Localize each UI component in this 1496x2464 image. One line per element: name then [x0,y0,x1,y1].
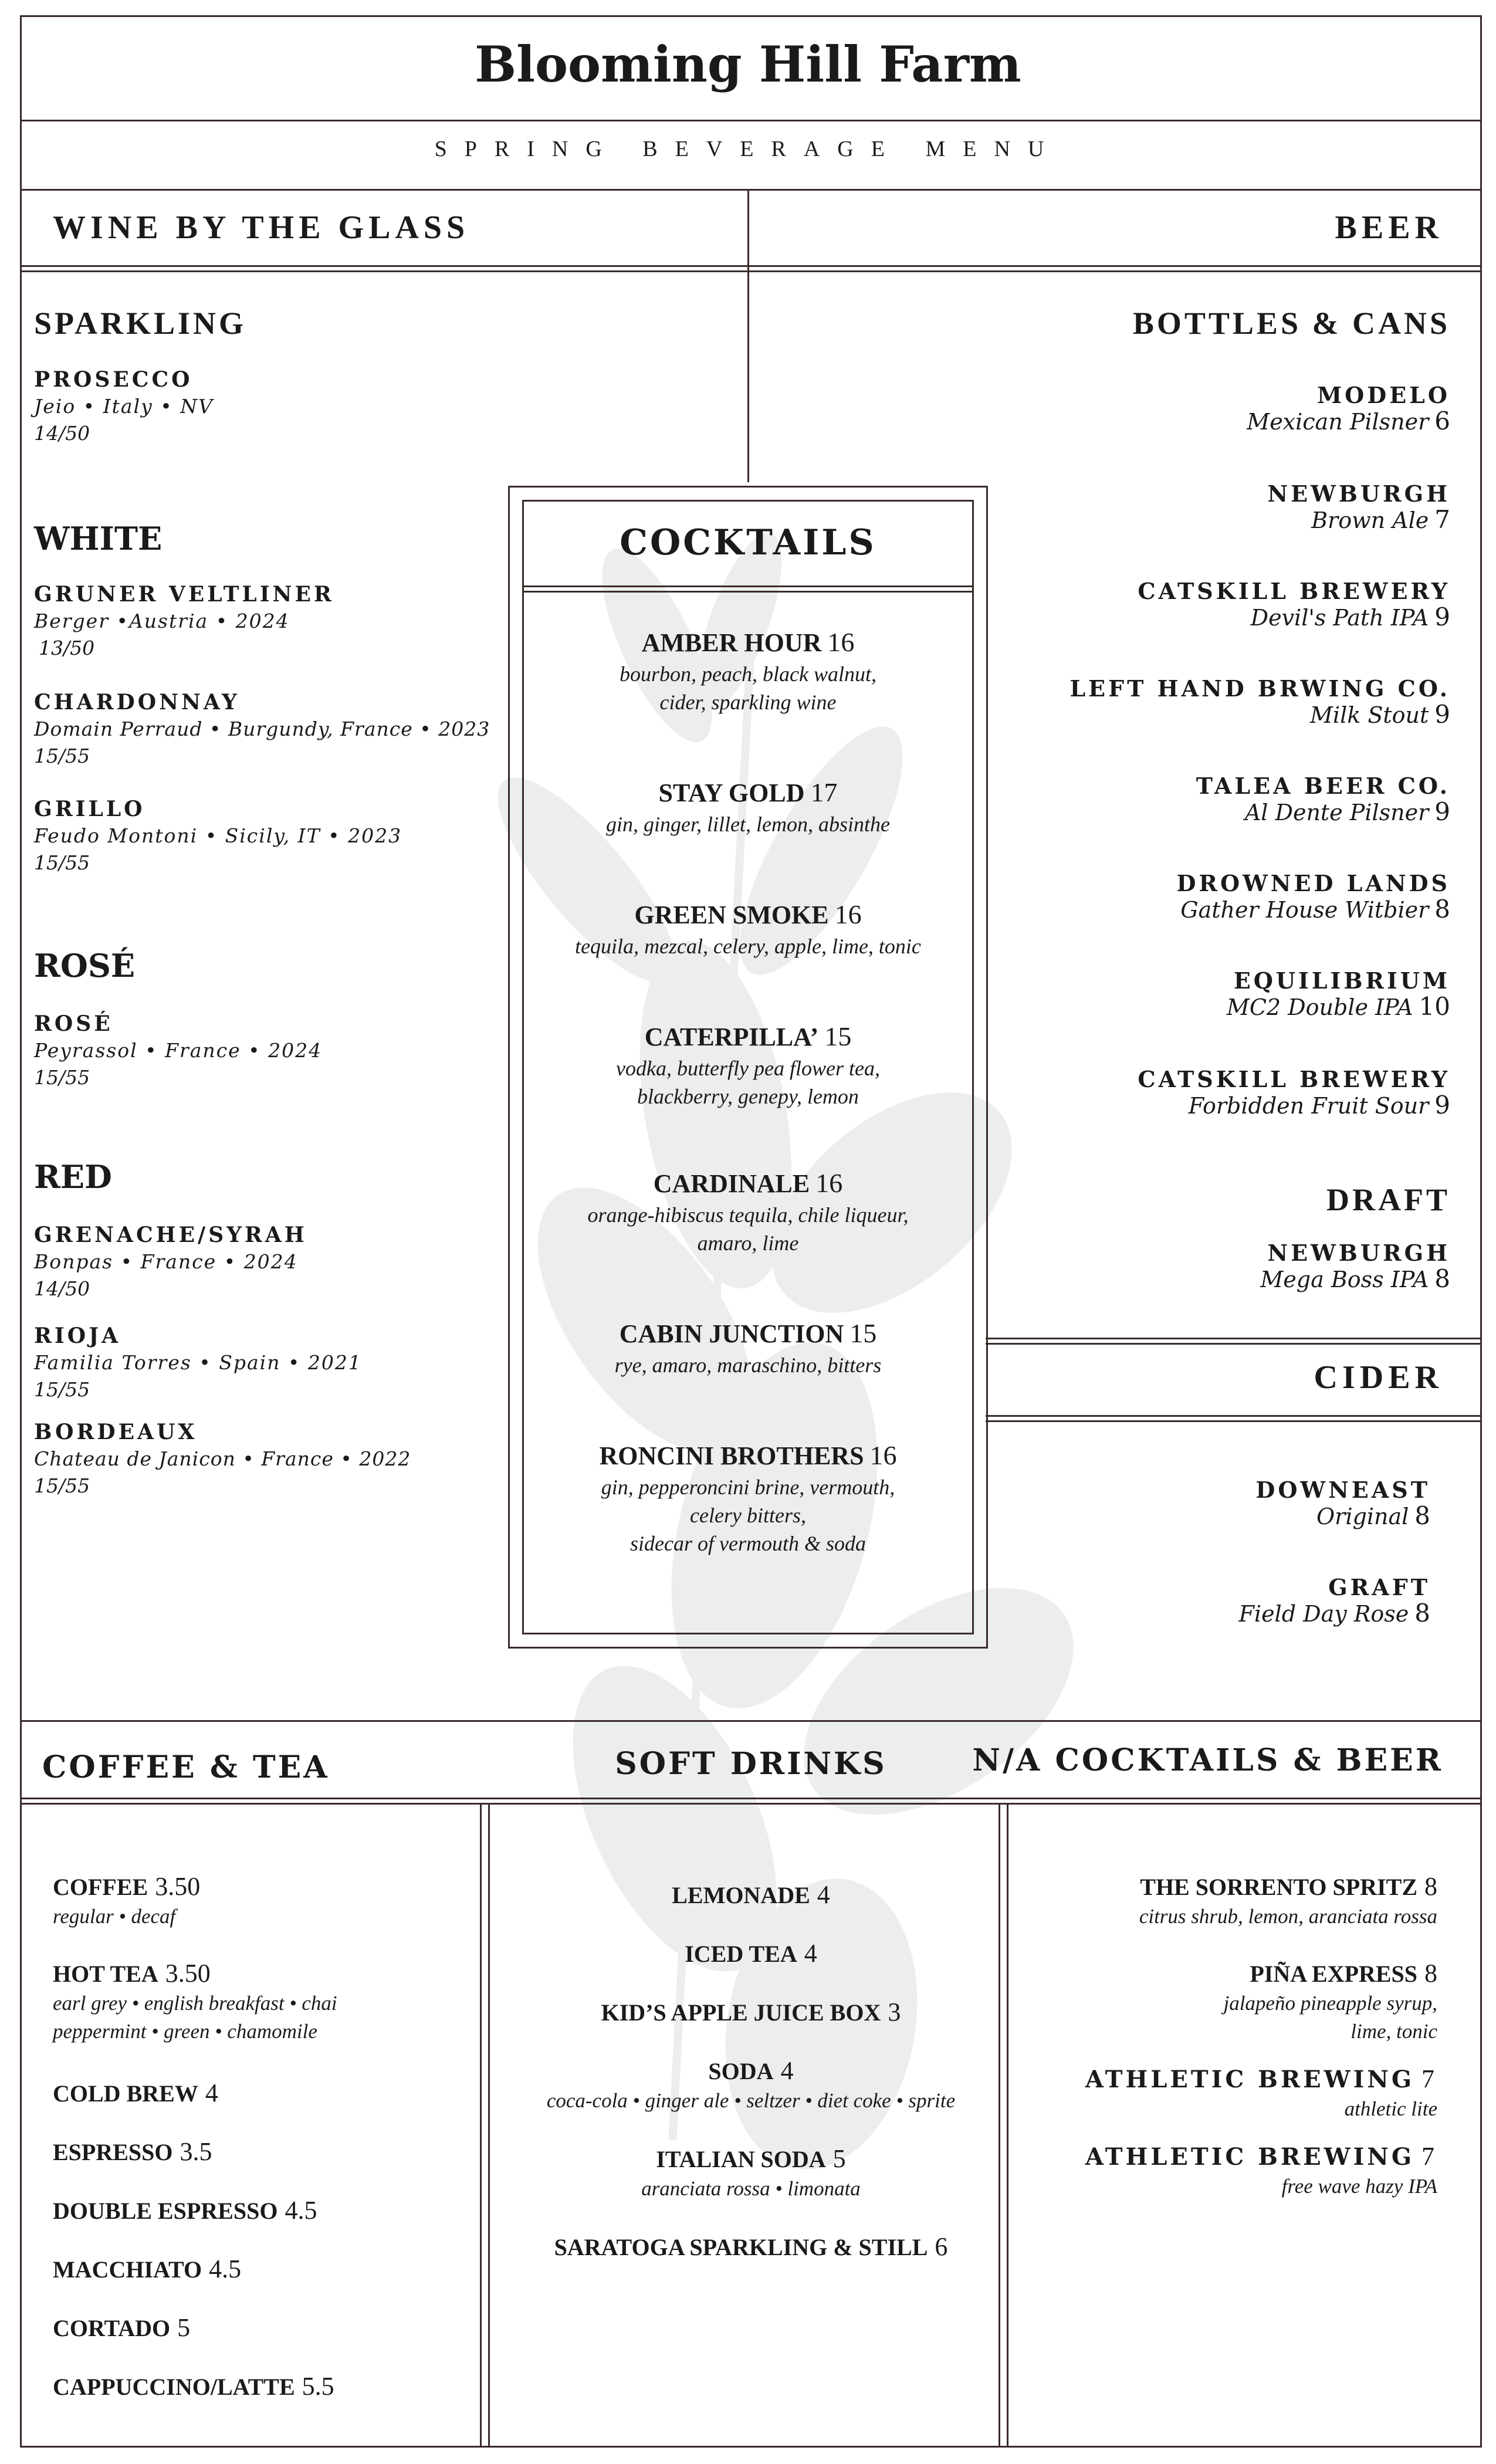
beer-brewery: LEFT HAND BRWING CO. [1069,675,1450,702]
drink-name: COFFEE [53,1874,148,1900]
beer-brewery: NEWBURGH [1267,1240,1450,1266]
drink-price: 4 [205,2079,218,2107]
cider-maker: GRAFT [1328,1574,1430,1600]
drink-price: 3.50 [165,1959,211,1988]
beer-brewery: TALEA BEER CO. [1196,773,1450,799]
coffee-item [53,2371,475,2402]
wine-heading: WINE BY THE GLASS [53,209,470,246]
beer-style: Mexican Pilsner [1247,409,1429,435]
beer-item [922,578,1450,631]
cocktail-price: 16 [869,1440,897,1470]
soft-drink-item [493,1880,1009,1911]
cocktails-heading-rule [522,585,974,593]
beer-item [922,1240,1450,1292]
wine-item [34,1322,539,1403]
beer-item [922,676,1450,728]
wine-producer: Berger •Austria • 2024 [34,610,290,632]
beer-price: 9 [1434,797,1450,826]
beer-style: Brown Ale [1311,507,1429,533]
drink-options: peppermint • green • chamomile [53,2020,317,2043]
bottom-section-divider [20,1720,1482,1722]
cocktail-name: RONCINI BROTHERS [599,1441,864,1470]
cocktail-price: 17 [810,777,838,807]
beer-item [922,968,1450,1020]
cocktail-item [522,625,974,716]
cocktail-item [522,1166,974,1257]
cocktail-item [522,1316,974,1379]
wine-name: PROSECCO [34,367,193,392]
cocktail-price: 16 [834,899,862,929]
cocktail-ingredients: gin, ginger, lillet, lemon, absinthe [606,813,890,836]
subtitle-divider [20,189,1482,191]
coffee-item [53,1958,475,2046]
drink-price: 8 [1424,1872,1437,1901]
coffee-item [53,2195,475,2226]
drink-name: ATHLETIC BREWING [1085,2066,1414,2093]
soft-drink-item [493,1997,1009,2028]
drink-price: 3.50 [155,1872,201,1901]
cocktail-name: STAY GOLD [658,779,805,807]
cocktail-name: CATERPILLA’ [644,1023,819,1051]
wine-price: 14/50 [34,422,90,445]
beer-style: Milk Stout [1310,702,1429,728]
drink-name: SARATOGA SPARKLING & STILL [554,2234,928,2260]
cocktail-ingredients: rye, amaro, maraschino, bitters [614,1353,882,1377]
na-drink-item [1015,1871,1437,1931]
soft-drink-item [493,2144,1009,2203]
cocktail-ingredients: bourbon, peach, black walnut, [620,662,876,686]
menu-subtitle: SPRING BEVERAGE MENU [434,137,1062,161]
wine-price: 15/55 [34,851,90,874]
beer-price: 6 [1434,407,1450,435]
drink-price: 3 [888,1998,901,2026]
cider-price: 8 [1414,1599,1430,1627]
wine-producer: Jeio • Italy • NV [34,395,214,418]
coffee-item [53,2137,475,2168]
drink-ingredients: citrus shrub, lemon, aranciata rossa [1139,1905,1437,1928]
cider-top-rule [986,1338,1482,1345]
wine-item [34,689,539,770]
wine-beer-divider [747,189,749,482]
wine-item [34,796,539,876]
drink-name: DOUBLE ESPRESSO [53,2198,278,2224]
wine-price: 15/55 [34,1474,90,1497]
cocktail-ingredients: tequila, mezcal, celery, apple, lime, tonic [575,935,921,958]
column-divider-left-b [488,1805,490,2448]
drink-price: 7 [1421,2142,1437,2171]
drink-price: 7 [1421,2064,1437,2093]
wine-producer: Domain Perraud • Burgundy, France • 2023 [34,717,490,740]
drink-price: 5 [832,2144,846,2173]
wine-price: 15/55 [34,1378,90,1401]
wine-item [34,581,539,662]
coffee-item [53,2313,475,2344]
beer-price: 8 [1434,1264,1450,1293]
beer-brewery: EQUILIBRIUM [1233,967,1450,994]
beer-brewery: CATSKILL BREWERY [1138,1066,1450,1092]
beer-heading: BEER [1335,209,1443,246]
soft-drink-item [493,2056,1009,2115]
coffee-heading: COFFEE & TEA [42,1749,330,1785]
wine-name: BORDEAUX [34,1420,198,1444]
wine-name: GRILLO [34,797,145,821]
wine-name: CHARDONNAY [34,690,240,715]
wine-name: GRUNER VELTLINER [34,582,334,607]
drink-name: ITALIAN SODA [656,2146,826,2172]
drink-name: ICED TEA [685,1941,797,1967]
cocktails-heading: COCKTAILS [620,522,876,563]
drink-name: THE SORRENTO SPRITZ [1140,1874,1417,1900]
cocktail-item [522,1439,974,1558]
cocktail-ingredients: amaro, lime [697,1231,799,1255]
cider-price: 8 [1414,1501,1430,1530]
wine-name: GRENACHE/SYRAH [34,1223,307,1247]
menu-title: Blooming Hill Farm [475,35,1021,93]
cocktail-ingredients: blackberry, genepy, lemon [637,1085,859,1108]
cocktail-ingredients: cider, sparkling wine [659,691,837,714]
beer-brewery: DROWNED LANDS [1176,870,1450,896]
beer-item [922,871,1450,923]
drink-options: coca-cola • ginger ale • seltzer • diet coke • sprite [546,2089,956,2112]
drink-name: LEMONADE [672,1882,810,1908]
beer-style: Devil's Path IPA [1250,605,1429,631]
wine-producer: Feudo Montoni • Sicily, IT • 2023 [34,824,402,847]
coffee-item [53,1871,475,1931]
cocktail-item [522,1020,974,1111]
wine-producer: Chateau de Janicon • France • 2022 [34,1447,411,1470]
beer-brewery: NEWBURGH [1267,480,1450,507]
beer-style: Mega Boss IPA [1260,1267,1429,1292]
drink-ingredients: jalapeño pineapple syrup, [1223,1992,1437,2015]
drink-name: MACCHIATO [53,2256,202,2283]
drink-name: COLD BREW [53,2080,198,2107]
beer-brewery: MODELO [1317,382,1450,408]
wine-item [34,366,539,447]
wine-producer: Bonpas • France • 2024 [34,1250,298,1273]
drink-name: HOT TEA [53,1961,158,1987]
cocktail-ingredients: vodka, butterfly pea flower tea, [616,1057,880,1080]
wine-price: 14/50 [34,1277,90,1300]
drink-price: 4.5 [209,2255,242,2283]
wine-item [34,1419,539,1500]
na-drink-item [1015,1958,1437,2046]
cider-style: Field Day Rose [1238,1601,1409,1627]
beer-item [922,383,1450,435]
cider-maker: DOWNEAST [1255,1477,1430,1503]
cocktail-name: AMBER HOUR [641,628,822,657]
drink-name: ATHLETIC BREWING [1085,2143,1414,2171]
beer-price: 9 [1434,603,1450,631]
cocktail-price: 15 [849,1318,877,1348]
soft-drink-item [493,2232,1009,2263]
red-heading: RED [34,1158,112,1196]
cocktail-name: CARDINALE [653,1169,810,1198]
coffee-item [53,2078,475,2109]
bottles-cans-heading: BOTTLES & CANS [1132,306,1450,341]
beer-brewery: CATSKILL BREWERY [1138,578,1450,604]
coffee-item [53,2254,475,2285]
beer-item [922,1067,1450,1119]
cocktail-price: 16 [815,1168,843,1198]
drink-price: 4.5 [285,2196,317,2225]
drink-ingredients: free wave hazy IPA [1281,2175,1437,2198]
beer-price: 10 [1419,992,1450,1021]
beer-price: 7 [1434,505,1450,534]
drink-price: 5 [177,2313,191,2342]
cocktail-ingredients: gin, pepperoncini brine, vermouth, [601,1475,895,1499]
beer-price: 8 [1434,895,1450,923]
cider-style: Original [1316,1504,1409,1529]
na-heading: N/A COCKTAILS & BEER [972,1742,1443,1778]
wine-producer: Peyrassol • France • 2024 [34,1039,323,1062]
cocktail-item [522,776,974,838]
draft-heading: DRAFT [1326,1182,1450,1217]
cocktail-item [522,898,974,960]
header-divider [20,120,1482,121]
wine-price: 13/50 [39,637,95,659]
drink-options: aranciata rossa • limonata [641,2177,861,2200]
beer-style: MC2 Double IPA [1226,994,1413,1020]
wine-item [34,1221,539,1302]
cocktail-ingredients: sidecar of vermouth & soda [630,1532,866,1555]
drink-name: CAPPUCCINO/LATTE [53,2374,295,2400]
beer-price: 9 [1434,1091,1450,1119]
na-drink-item [1015,2064,1437,2123]
soft-drink-item [493,1938,1009,1969]
cocktail-name: CABIN JUNCTION [619,1319,844,1348]
rose-heading: ROSÉ [34,947,136,984]
drink-price: 8 [1424,1959,1437,1988]
drink-price: 6 [935,2232,948,2261]
drink-price: 5.5 [302,2372,334,2401]
drink-price: 4 [804,1939,817,1968]
drink-price: 3.5 [180,2137,212,2166]
white-heading: WHITE [34,520,163,557]
beer-style: Forbidden Fruit Sour [1188,1093,1429,1119]
cocktail-ingredients: celery bitters, [690,1504,806,1527]
wine-name: ROSÉ [34,1011,113,1036]
na-drink-item [1015,2141,1437,2201]
wine-price: 15/55 [34,744,90,767]
drink-ingredients: athletic lite [1344,2097,1437,2120]
wine-producer: Familia Torres • Spain • 2021 [34,1351,362,1374]
beer-price: 9 [1434,700,1450,729]
drink-name: SODA [708,2058,774,2084]
drink-name: CORTADO [53,2315,171,2341]
beer-item [922,773,1450,825]
wine-name: RIOJA [34,1324,121,1348]
wine-item [34,1010,539,1091]
drink-options: regular • decaf [53,1905,176,1928]
sparkling-heading: SPARKLING [34,306,247,341]
drink-options: earl grey • english breakfast • chai [53,1992,337,2015]
drink-name: KID’S APPLE JUICE BOX [601,1999,881,2026]
drink-price: 4 [817,1880,830,1909]
beer-style: Al Dente Pilsner [1244,800,1429,825]
top-section-rule [20,265,1482,272]
drink-price: 4 [780,2056,794,2085]
cocktail-price: 15 [824,1021,852,1051]
wine-price: 15/55 [34,1066,90,1089]
bottom-heading-rule [20,1798,1482,1805]
drink-ingredients: lime, tonic [1351,2020,1437,2043]
drink-name: ESPRESSO [53,2139,173,2165]
drink-name: PIÑA EXPRESS [1250,1961,1417,1987]
cocktail-name: GREEN SMOKE [634,901,829,929]
column-divider-left-a [480,1805,482,2448]
cider-bottom-rule [986,1415,1482,1422]
cocktail-price: 16 [827,627,855,657]
cocktail-ingredients: orange-hibiscus tequila, chile liqueur, [587,1203,909,1227]
beer-item [922,481,1450,533]
soft-drinks-heading: SOFT DRINKS [615,1746,887,1782]
beer-style: Gather House Witbier [1180,897,1429,923]
cider-heading: CIDER [1314,1359,1443,1396]
